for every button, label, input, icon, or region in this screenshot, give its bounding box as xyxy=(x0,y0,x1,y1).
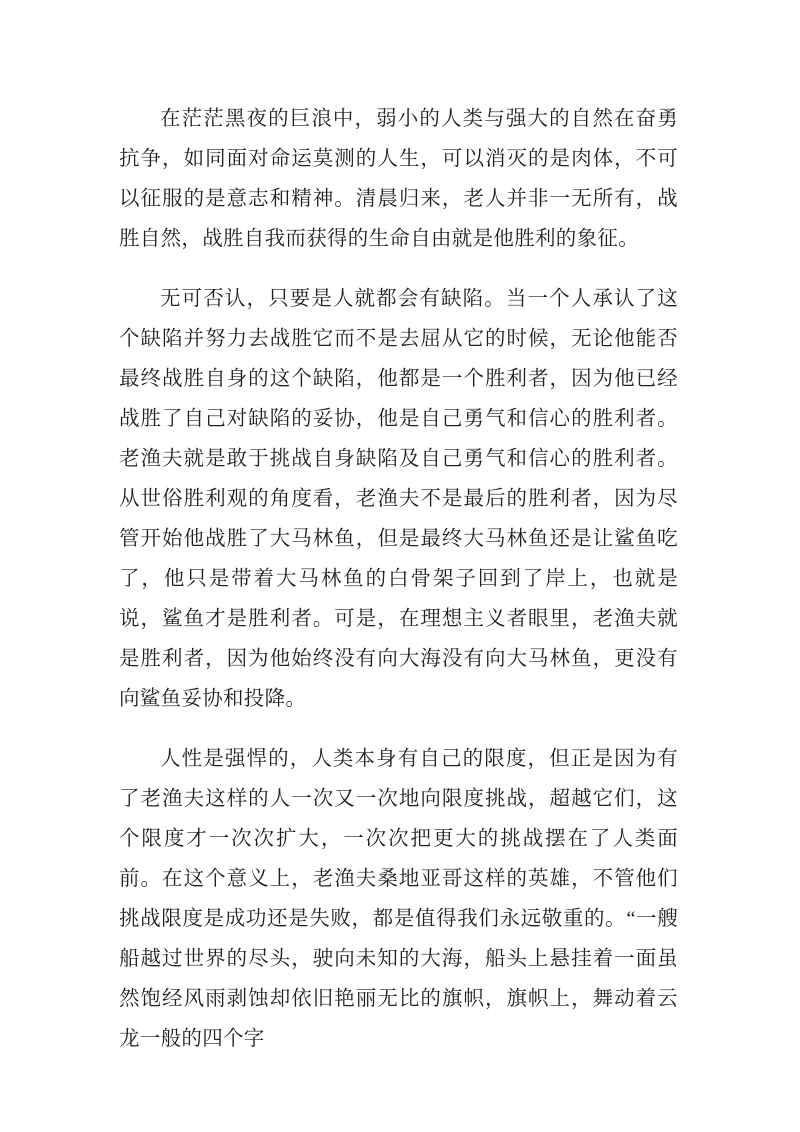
paragraph-human-limits: 人性是强悍的，人类本身有自己的限度，但正是因为有了老渔夫这样的人一次又一次地向限度挑战，超越它们，这个限度才一次次扩大，一次次把更大的挑战摆在了人类面前。在这个意义上，老渔夫桑地亚哥这样的英雄，不管他们挑战限度是成功还是失败，都是值得我们永远敬重的。“一艘船越过世界的尽头，驶向未知的大海，船头上悬挂着一面虽然饱经风雨剥蚀却依旧艳丽无比的旗帜，旗帜上，舞动着云龙一般的四个字 xyxy=(119,748,678,1050)
paragraph-human-flaws: 无可否认，只要是人就都会有缺陷。当一个人承认了这个缺陷并努力去战胜它而不是去屈从它的时候，无论他能否最终战胜自身的这个缺陷，他都是一个胜利者，因为他已经战胜了自己对缺陷的妥协，他是自己勇气和信心的胜利者。老渔夫就是敢于挑战自身缺陷及自己勇气和信心的胜利者。从世俗胜利观的角度看，老渔夫不是最后的胜利者，因为尽管开始他战胜了大马林鱼，但是最终大马林鱼还是让鲨鱼吃了，他只是带着大马林鱼的白骨架子回到了岸上，也就是说，鲨鱼才是胜利者。可是，在理想主义者眼里，老渔夫就是胜利者，因为他始终没有向大海没有向大马林鱼，更没有向鲨鱼妥协和投降。 xyxy=(119,288,678,710)
paragraph-victory-symbol: 在茫茫黑夜的巨浪中，弱小的人类与强大的自然在奋勇抗争，如同面对命运莫测的人生，可以消灭的是肉体，不可以征服的是意志和精神。清晨归来，老人并非一无所有，战胜自然，战胜自我而获得的生命自由就是他胜利的象征。 xyxy=(119,108,678,250)
